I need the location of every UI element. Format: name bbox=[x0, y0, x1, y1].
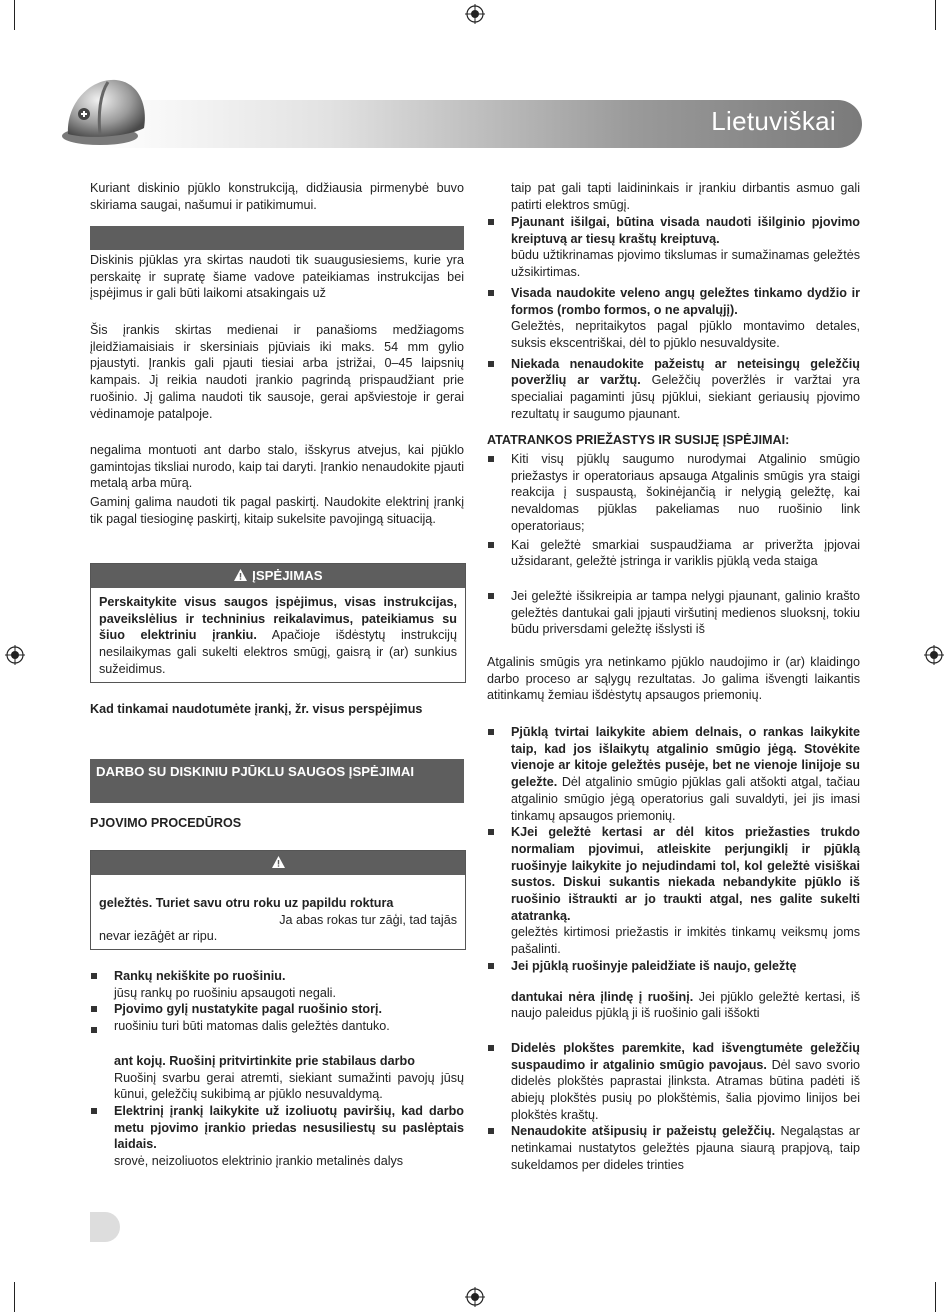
list-item bbox=[90, 1035, 464, 1103]
list-item bbox=[487, 214, 860, 281]
list-item bbox=[90, 1103, 464, 1170]
bullet-text: Dėl savo svorio didelės plokštės paprastai įlinksta. Atramas būtina padėti iš abiejų plokštės pusių po plokštėmis, šalia pjovimo linijos bei plokštės kraštų. bbox=[511, 1057, 861, 1122]
warning-box-2 bbox=[90, 850, 466, 950]
bullet-text: būdu užtikrinamas pjovimo tikslumas ir sumažinamas geležtės užsikirtimas. bbox=[511, 248, 860, 280]
left-bullet-list bbox=[90, 968, 464, 1170]
list-item bbox=[487, 537, 860, 570]
section-title: DARBO SU DISKINIU PJŪKLU SAUGOS ĮSPĖJIMAI bbox=[90, 759, 464, 803]
list-item bbox=[487, 451, 860, 535]
safety-helmet-icon bbox=[60, 74, 152, 148]
crop-mark bbox=[14, 0, 15, 30]
list-item bbox=[487, 1040, 860, 1124]
bullet-text: ruošiniu turi būti matomas dalis geležtės dantuko. bbox=[114, 1019, 390, 1034]
bullet-text: Geležtės, nepritaikytos pagal pjūklo montavimo detales, suksis ekscentriškai, dėl to pjūklo nesuvaldysite. bbox=[511, 319, 860, 350]
kickback-heading: ATATRANKOS PRIEŽASTYS IR SUSIJĘ ĮSPĖJIMAI: bbox=[487, 433, 790, 447]
bullet-text: Geležčių poveržlės ir varžtai yra specialiai pagaminti jūsų pjūklui, siekiant geriausių pjovimo rezultatų ir saugumo pjaunant. bbox=[511, 373, 860, 421]
bullet-bold: Pjovimo gylį nustatykite pagal ruošinio storį. bbox=[114, 1002, 383, 1017]
right-bullet-list-a bbox=[487, 214, 860, 422]
list-item bbox=[487, 724, 860, 824]
crop-mark bbox=[935, 0, 936, 30]
registration-mark-icon bbox=[924, 645, 944, 665]
bullet-text: Kai geležtė smarkiai suspaudžiama ar priveržta įpjovai užsidarant, geležtė įstringa ir variklis pjūklą veda staiga bbox=[511, 537, 860, 569]
bullet-text: Jei pjūklo geležtė kertasi, iš naujo paleidus pjūklą ji iš ruošinio gali iššokti bbox=[511, 989, 861, 1021]
warning-triangle-icon bbox=[271, 855, 286, 869]
registration-mark-icon bbox=[5, 645, 25, 665]
warning-bold-text: Perskaitykite visus saugos įspėjimus, visas instrukcijas, paveikslėlius ir techninius reikalavimus, pateikiamus su šiuo elektriniu įrankiu. bbox=[99, 595, 457, 643]
paragraph: Diskinis pjūklas yra skirtas naudoti tik suaugusiesiems, kurie yra perskaitę ir supratę šiame vadove pateikiamas instrukcijas bei įspėjimus ir gali būti laikomi atsakingais už bbox=[90, 253, 464, 301]
list-item bbox=[487, 958, 860, 1022]
intro-paragraph: Kuriant diskinio pjūklo konstrukciją, didžiausia pirmenybė buvo skiriama saugai, našumui ir patikimumui. bbox=[90, 181, 464, 212]
kickback-paragraph: Atgalinis smūgis yra netinkamo pjūklo naudojimo ir (ar) klaidingo darbo proceso ar sąlygų rezultatas. Jo galima išvengti laikantis atitinkamų žemiau išdėstytų apsaugos priemonių. bbox=[487, 655, 860, 703]
box2-line: Ja abas rokas tur zāģi, tad tajās bbox=[279, 912, 457, 927]
bullet-text: jūsų rankų po ruošiniu apsaugoti negali. bbox=[114, 985, 336, 1000]
list-item bbox=[90, 968, 464, 1001]
bullet-bold: Visada naudokite veleno angų geležtes tinkamo dydžio ir formos (rombo formos, o ne apvalųjį). bbox=[511, 285, 860, 317]
bullet-bold: KJei geležtė kertasi ar dėl kitos priežasties trukdo normaliam pjovimui, atleiskite perjungiklį ir pjūklą ruošinyje laikykite jo nejudindami tol, kol geležtė visiškai sustos. Diskui sukantis niekada nebandykite pjūklo iš ruošinio ištraukti ar jo traukti atgal, nes galite sukelti atatranką. bbox=[511, 825, 860, 923]
crop-mark bbox=[14, 1282, 15, 1312]
bullet-text: Ruošinį svarbu gerai atremti, siekiant sumažinti pavojų jūsų kūnui, geležčių sukibimą ar pjūklo nesuvaldymą. bbox=[114, 1070, 464, 1102]
subheading: PJOVIMO PROCEDŪROS bbox=[90, 816, 242, 830]
paragraph: negalima montuoti ant darbo stalo, išskyrus atvejus, kai pjūklo gamintojas tiksliai nurodo, kaip tai daryti. Įrankio nenaudokite pjauti metalą arba mūrą. bbox=[90, 443, 464, 491]
bullet-bold: Rankų nekiškite po ruošiniu. bbox=[114, 969, 286, 983]
bullet-bold: Niekada nenaudokite pažeistų ar neteisingų geležčių poveržlių ar varžtų. bbox=[511, 356, 860, 388]
crop-mark bbox=[935, 1282, 936, 1312]
see-all-warnings-text: Kad tinkamai naudotumėte įrankį, žr. visus perspėjimus bbox=[90, 702, 423, 716]
warning-text bbox=[91, 588, 465, 678]
page-language-title: Lietuviškai bbox=[711, 106, 836, 136]
warning-header bbox=[91, 564, 465, 588]
warning-triangle-icon bbox=[233, 568, 248, 582]
paragraph: Šis įrankis skirtas medienai ir panašioms medžiagoms įleidžiamaisiais ir skersiniais pjūviais iki maks. 54 mm gylio pjaustyti. Įrankis gali pjauti tiesiai arba įstrižai, 0–45 laipsnių kampais. Jį reikia naudoti įrankio pagrindą prispaudžiant prie ruošinio. Jį galima naudoti tik sausoje, gerai apšviestoje ir gerai vėdinamoje patalpoje. bbox=[90, 323, 464, 421]
bullet-text: srovė, neizoliuotos elektrinio įrankio metalinės dalys bbox=[114, 1154, 404, 1169]
list-item bbox=[487, 285, 860, 352]
warning-title: ĮSPĖJIMAS bbox=[252, 568, 323, 583]
list-item bbox=[487, 588, 860, 638]
section-bar-empty bbox=[90, 226, 464, 250]
registration-mark-icon bbox=[465, 1287, 485, 1307]
continued-text: taip pat gali tapti laidininkais ir įrankiu dirbantis asmuo gali patirti elektros smūgį. bbox=[511, 181, 860, 212]
paragraph: Gaminį galima naudoti tik pagal paskirtį. Naudokite elektrinį įrankį tik pagal tiesioginę paskirtį, kitaip sukelsite pavojingą situaciją. bbox=[90, 495, 464, 526]
bullet-text: Kiti visų pjūklų saugumo nurodymai Atgalinio smūgio priežastys ir operatoriaus apsauga Atgalinis smūgis yra staigi reakcija į suspaustą, šokinėjančią ir nelygią geležtę, kai nevaldomas pjūklas pakeliamas nuo ruošinio link operatoriaus; bbox=[511, 452, 860, 533]
bullet-bold: Didelės plokštes paremkite, kad išvengtumėte geležčių suspaudimo ir atgalinio smūgio pavojaus. bbox=[511, 1040, 860, 1072]
bullet-bold: Pjūklą tvirtai laikykite abiem delnais, o rankas laikykite taip, kad jos išlaikytų atgalinio smūgio jėgą. Stovėkite vienoje ar kitoje geležtės pusėje, bet ne vienoje linijoje su geležte. bbox=[511, 725, 860, 790]
list-item bbox=[90, 1001, 464, 1034]
list-item bbox=[487, 356, 860, 423]
bullet-text: geležtės kirtimosi priežastis ir imkitės tinkamų veiksmų joms pašalinti. bbox=[511, 925, 860, 957]
list-item bbox=[487, 1123, 860, 1173]
kickback-list bbox=[487, 451, 860, 638]
bullet-text: Negaląstas ar netinkamai nustatytos geležtės pjauna siaurą prapjovą, taip sukeldamos per dideles trinties bbox=[511, 1124, 860, 1172]
bullet-bold: Pjaunant išilgai, būtina visada naudoti išilginio pjovimo kreiptuvą ar tiesų kraštų kreiptuvą. bbox=[511, 215, 860, 246]
bullet-bold: dantukai nėra įlindę į ruošinį. bbox=[511, 989, 694, 1004]
box2-line: nevar iezāģēt ar ripu. bbox=[99, 929, 218, 944]
box2-line: geležtės. Turiet savu otru roku uz papildu roktura bbox=[99, 896, 394, 910]
registration-mark-icon bbox=[465, 4, 485, 24]
warning-box bbox=[90, 563, 466, 683]
bullet-bold: Jei pjūklą ruošinyje paleidžiate iš naujo, geležtę bbox=[511, 958, 797, 973]
page-number-tab bbox=[90, 1212, 120, 1242]
bullet-bold: Elektrinį įrankį laikykite už izoliuotų paviršių, kad darbo metu pjovimo įrankio priedas nesusiliestų su paslėptais laidais. bbox=[114, 1103, 464, 1152]
right-bullet-list-b bbox=[487, 724, 860, 1174]
bullet-bold: Nenaudokite atšipusių ir pažeistų geležčių. bbox=[511, 1124, 776, 1139]
list-item bbox=[487, 824, 860, 958]
bullet-text: Jei geležtė išsikreipia ar tampa nelygi pjaunant, galinio krašto geležtės dantukai gali įpjauti viršutinį medienos sluoksnį, tokiu būdu priversdami geležtę išslysti iš bbox=[511, 588, 860, 637]
bullet-text: Dėl atgalinio smūgio pjūklas gali atšokti atgal, tačiau atgalinio smūgio jėgą operatorius gali suvaldyti, jei jis imasi tinkamų apsaugos priemonių. bbox=[511, 775, 860, 823]
bullet-bold: ant kojų. Ruošinį pritvirtinkite prie stabilaus darbo bbox=[114, 1053, 415, 1068]
warning-body-text: Apačioje išdėstytų instrukcijų nesilaikymas gali sukelti elektros smūgį, gaisrą ir (ar) sunkius sužeidimus. bbox=[99, 628, 457, 676]
warning-header-2 bbox=[91, 851, 465, 875]
